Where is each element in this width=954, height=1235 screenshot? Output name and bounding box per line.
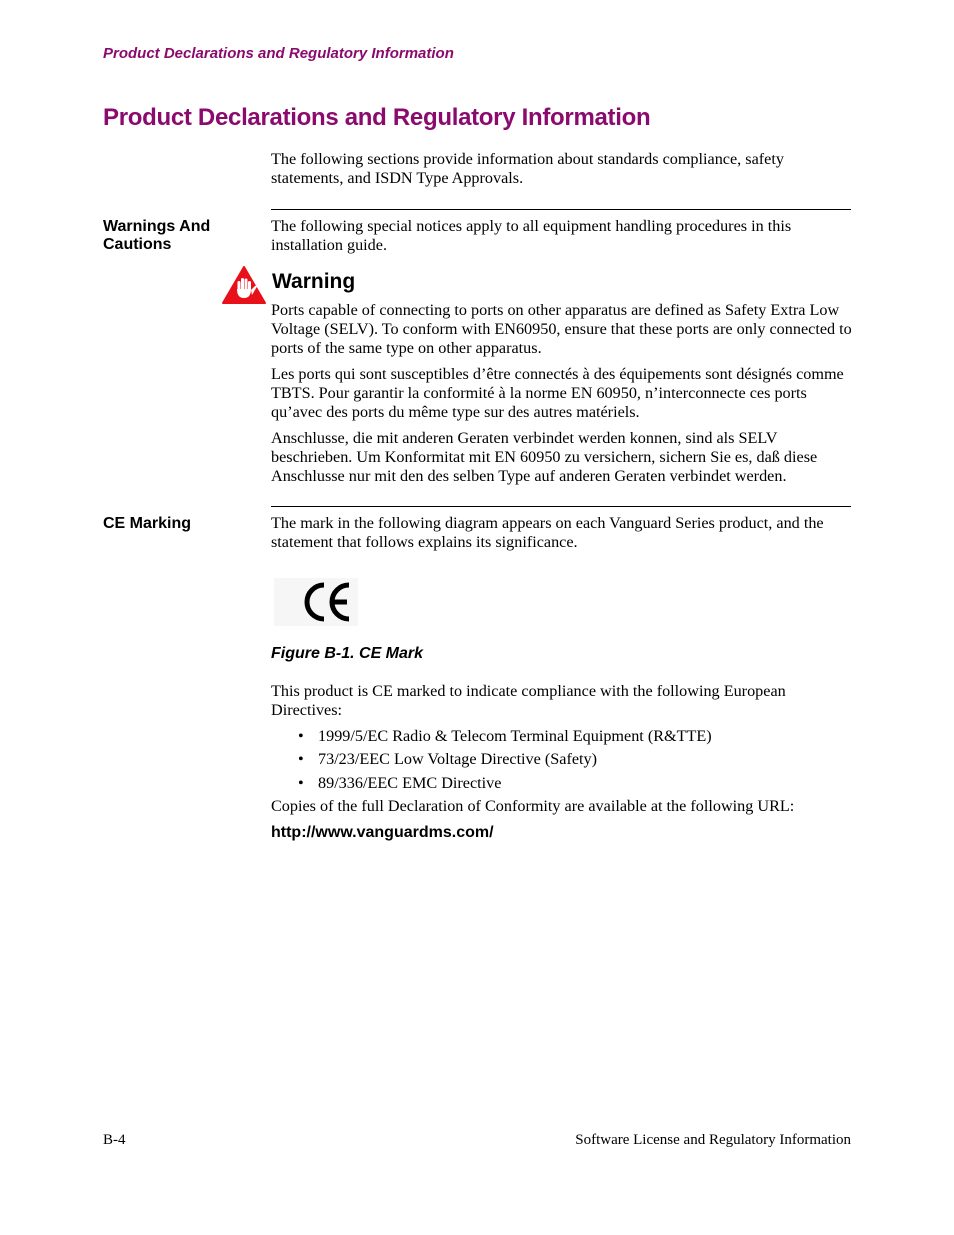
directive-item: 89/336/EEC EMC Directive: [318, 774, 502, 792]
figure-caption: Figure B-1. CE Mark: [271, 645, 424, 662]
section-divider: [271, 209, 851, 210]
ce-intro: The mark in the following diagram appears on each Vanguard Series product, and the statement that follows explains its significance.: [271, 514, 824, 551]
vanguard-url-link[interactable]: http://www.vanguardms.com/: [271, 824, 494, 841]
page-title: Product Declarations and Regulatory Information: [103, 104, 651, 131]
warnings-section-heading: [103, 218, 210, 254]
warning-title: Warning: [272, 270, 356, 293]
directive-item: 73/23/EEC Low Voltage Directive (Safety): [318, 750, 598, 768]
directive-item: 1999/5/EC Radio & Telecom Terminal Equipment (R&TTE): [318, 727, 712, 745]
warning-paragraph-english: Ports capable of connecting to ports on other apparatus are defined as Safety Extra Low Voltage (SELV). To conform with EN60950, ensure that these ports are only connected to ports of the same type on other apparatus.: [271, 301, 852, 357]
ce-section-heading: CE Marking: [103, 515, 192, 532]
warning-paragraph-french: Les ports qui sont susceptibles d’être connectés à des équipements sont désignés comme TBTS. Pour garantir la conformité à la norme EN 60950, n’interconnecte ces ports qu’avec des ports du même type sur des autres matériels.: [271, 365, 844, 421]
running-header: Product Declarations and Regulatory Information: [103, 45, 454, 62]
bullet-marker: •: [298, 750, 304, 768]
footer-page-number: B-4: [103, 1132, 126, 1148]
footer-document-title: Software License and Regulatory Information: [575, 1132, 851, 1148]
warning-hand-icon: [221, 265, 267, 305]
compliance-paragraph: This product is CE marked to indicate compliance with the following European Directives:: [271, 682, 786, 719]
section-divider: [271, 506, 851, 507]
declaration-copies-text: Copies of the full Declaration of Conformity are available at the following URL:: [271, 797, 795, 815]
warnings-heading-line2: Cautions: [103, 236, 172, 253]
bullet-marker: •: [298, 727, 304, 745]
warning-paragraph-german: Anschlusse, die mit anderen Geraten verbindet werden konnen, sind als SELV beschrieben. Um Konformitat mit EN 60950 zu versichern, sichern Sie es, daß diese Anschlusse nur mit den des selben Type auf anderen Geraten verbindet werden.: [271, 429, 818, 485]
intro-paragraph: The following sections provide information about standards compliance, safety statements, and ISDN Type Approvals.: [271, 150, 784, 187]
bullet-marker: •: [298, 774, 304, 792]
ce-mark-icon: [274, 578, 358, 626]
warnings-heading-line1: Warnings And: [103, 218, 211, 235]
warnings-intro: The following special notices apply to all equipment handling procedures in this installation guide.: [271, 217, 792, 254]
